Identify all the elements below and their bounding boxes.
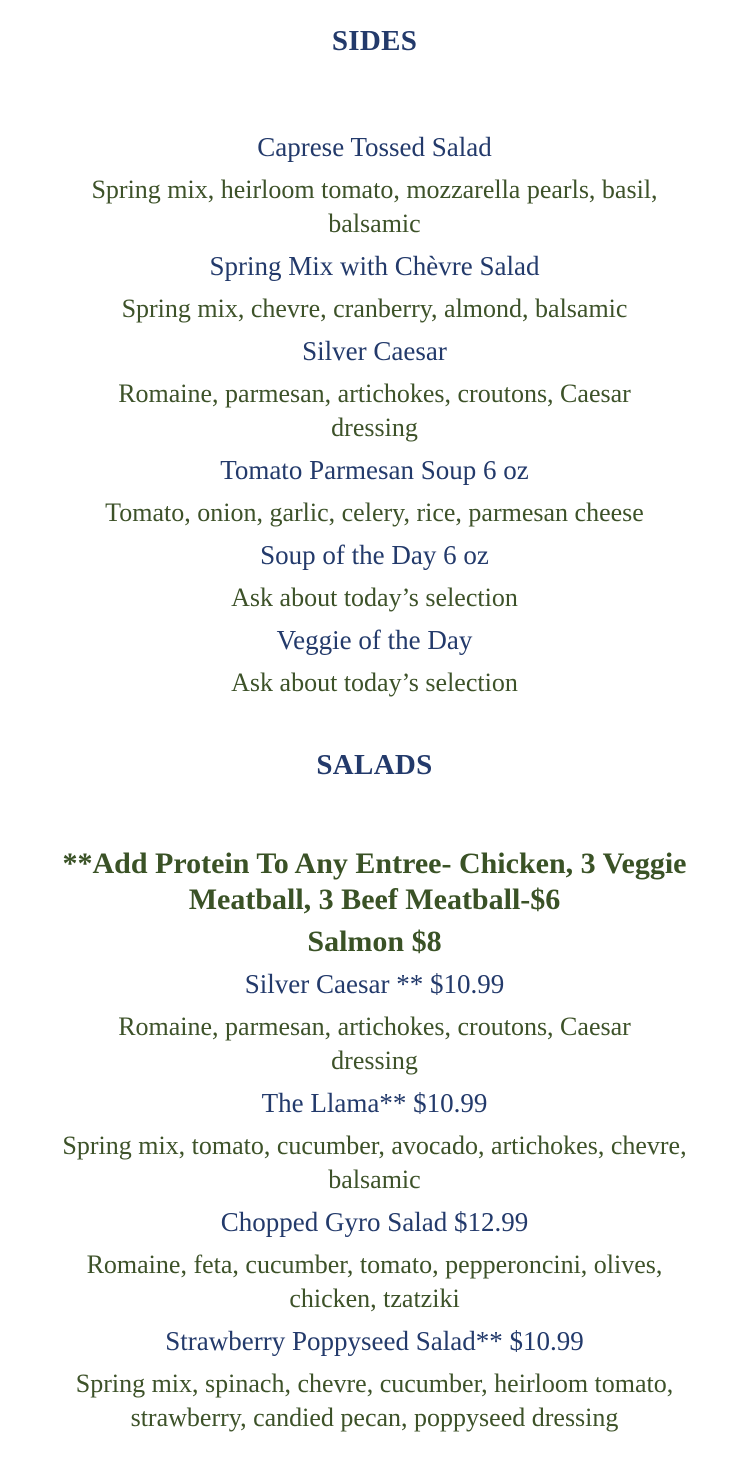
item-name: Tomato Parmesan Soup 6 oz bbox=[220, 455, 529, 485]
item-name: Soup of the Day 6 oz bbox=[260, 540, 489, 570]
item-name: The Llama** $10.99 bbox=[261, 1088, 488, 1118]
menu-item bbox=[0, 1206, 749, 1316]
item-name: Chopped Gyro Salad $12.99 bbox=[220, 1207, 529, 1237]
menu-item bbox=[0, 624, 749, 700]
menu-item bbox=[0, 968, 749, 1078]
sides-section bbox=[0, 0, 749, 700]
protein-note-salmon: Salmon $8 bbox=[307, 925, 442, 958]
menu-item bbox=[0, 539, 749, 615]
item-description: Spring mix, tomato, cucumber, avocado, artichokes, chevre, balsamic bbox=[62, 1131, 687, 1194]
item-name: Silver Caesar ** $10.99 bbox=[244, 969, 505, 999]
item-description: Romaine, feta, cucumber, tomato, pepperoncini, olives, chicken, tzatziki bbox=[86, 1250, 663, 1313]
salads-section bbox=[0, 700, 749, 1435]
item-description: Spring mix, spinach, chevre, cucumber, heirloom tomato, strawberry, candied pecan, poppyseed dressing bbox=[75, 1369, 674, 1432]
item-name: Silver Caesar bbox=[302, 336, 447, 366]
item-description: Ask about today’s selection bbox=[231, 583, 518, 612]
item-description: Spring mix, chevre, cranberry, almond, balsamic bbox=[121, 294, 628, 323]
item-description: Spring mix, heirloom tomato, mozzarella pearls, basil, balsamic bbox=[91, 175, 658, 238]
salads-title: SALADS bbox=[316, 749, 433, 781]
protein-note: **Add Protein To Any Entree- Chicken, 3 Veggie Meatball, 3 Beef Meatball-$6 bbox=[62, 847, 687, 916]
item-name: Spring Mix with Chèvre Salad bbox=[209, 251, 540, 281]
item-description: Romaine, parmesan, artichokes, croutons, Caesar dressing bbox=[118, 379, 631, 442]
menu-item bbox=[0, 1325, 749, 1435]
item-name: Strawberry Poppyseed Salad** $10.99 bbox=[165, 1326, 584, 1356]
menu-item bbox=[0, 335, 749, 445]
item-description: Tomato, onion, garlic, celery, rice, parmesan cheese bbox=[105, 498, 644, 527]
item-description: Romaine, parmesan, artichokes, croutons, Caesar dressing bbox=[118, 1012, 631, 1075]
item-name: Veggie of the Day bbox=[276, 625, 473, 655]
menu-item bbox=[0, 131, 749, 241]
item-name: Caprese Tossed Salad bbox=[257, 132, 492, 162]
item-description: Ask about today’s selection bbox=[231, 668, 518, 697]
sides-title: SIDES bbox=[331, 25, 418, 57]
menu-item bbox=[0, 250, 749, 326]
menu-item bbox=[0, 454, 749, 530]
menu-item bbox=[0, 1087, 749, 1197]
